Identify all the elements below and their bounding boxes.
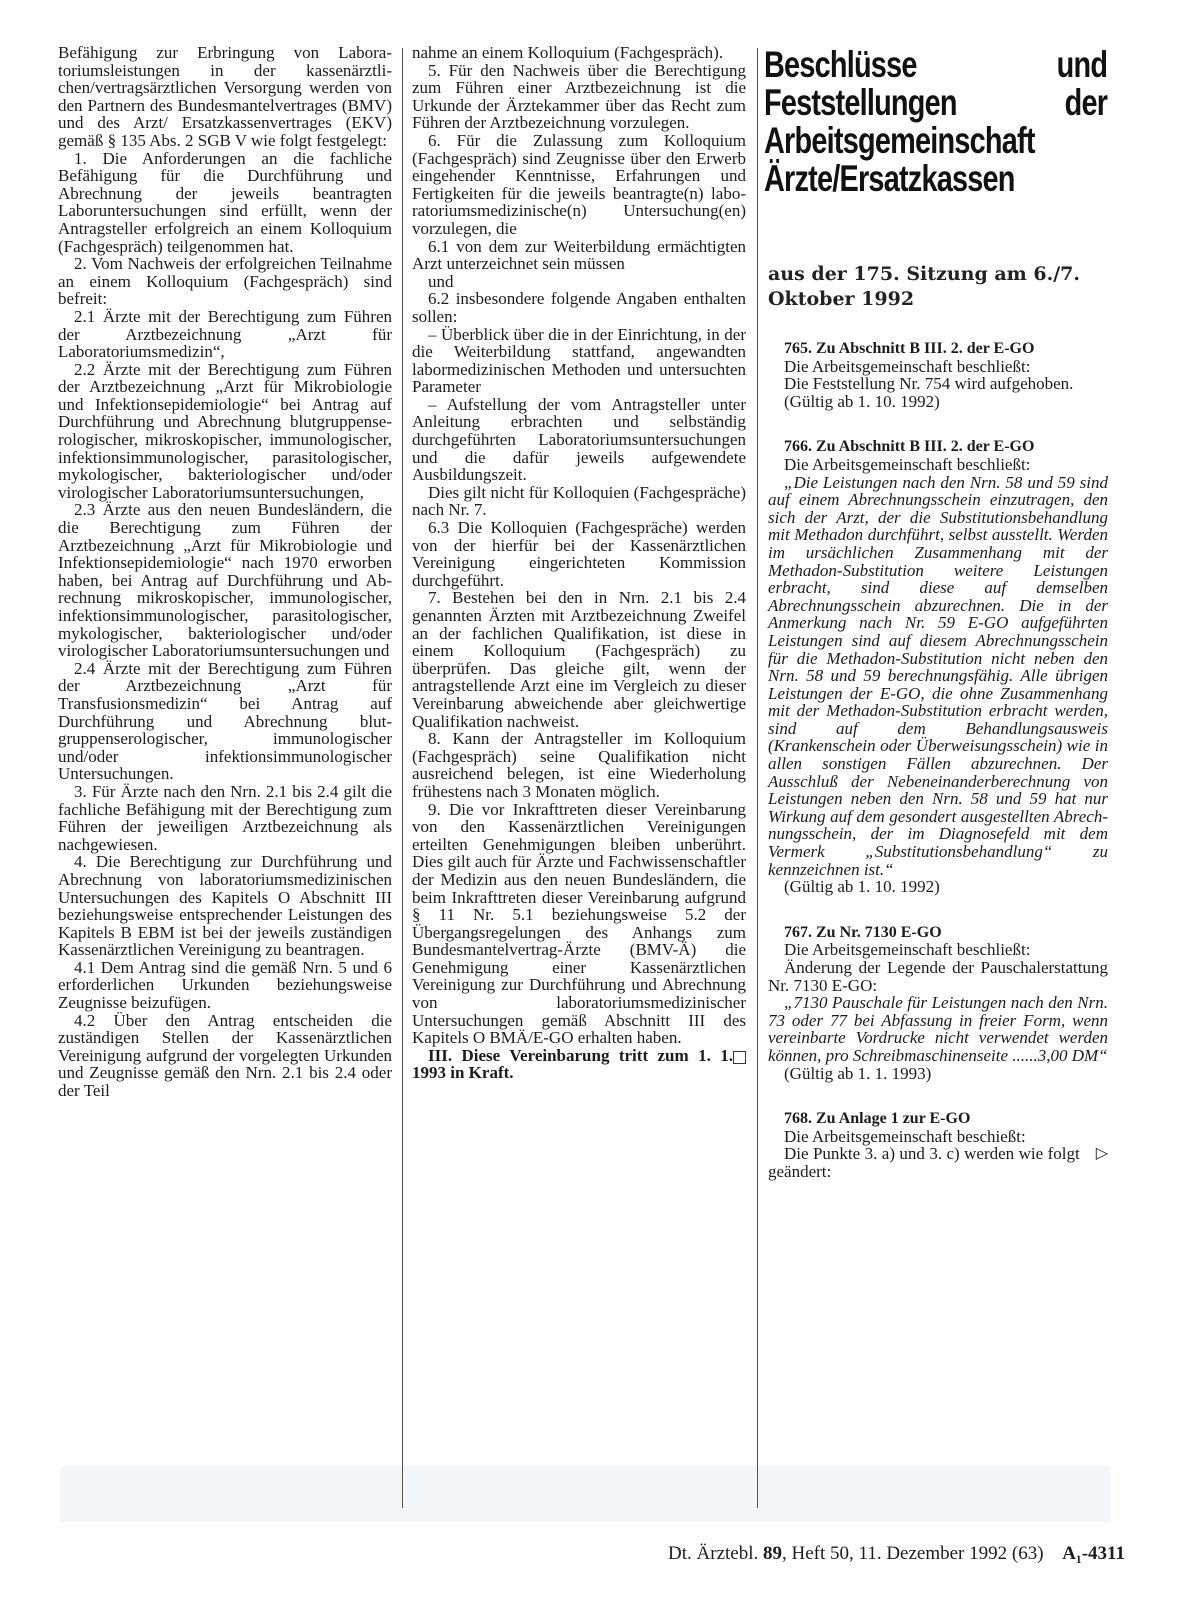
section-intro: Die Arbeitsgemeinschaft beschließt: bbox=[784, 454, 1031, 474]
text-column-middle bbox=[412, 44, 746, 1082]
paragraph: 6.1 von dem zur Weiterbildung ermächtigten Arzt unterzeichnet sein müssen bbox=[412, 236, 746, 274]
article-subheadline: aus der 175. Sitzung am 6./7. Oktober 1992 bbox=[768, 263, 1080, 310]
validity-note: (Gültig ab 1. 1. 1993) bbox=[784, 1063, 932, 1083]
paragraph: 2.1 Ärzte mit der Berechtigung zum Führen der Arztbezeichnung „Arzt für Laboratoriumsmedizin“, bbox=[58, 306, 392, 362]
text-column-right bbox=[764, 44, 1108, 1181]
column-divider bbox=[757, 48, 758, 1508]
column-divider bbox=[402, 48, 403, 1508]
paragraph: 2. Vom Nachweis der erfolgreichen Teilnahme an einem Kolloquium (Fachgespräch) sind befreit: bbox=[58, 254, 392, 309]
paragraph: 6.3 Die Kolloquien (Fachgespräche) werden von der hierfür bei der Kassenärztlichen Vereinigung eingerichteten Kommission durchgeführt. bbox=[412, 518, 746, 590]
page-footer bbox=[505, 1543, 1125, 1565]
section-title: 765. Zu Abschnitt B III. 2. der E-GO bbox=[784, 340, 1035, 357]
paragraph: Befähigung zur Erbringung von Laboratoriumsleistungen in der kassenärztlichen/vertragsärztlichen Versorgung werden von den Partnern des Bundesmantelvertrages (BMV) und des Arzt/ Ersatzkassenvertrages (EKV) gemäß § 135 Abs. 2 SGB V wie folgt festgelegt: bbox=[58, 43, 392, 150]
scan-smudge bbox=[60, 1466, 1110, 1522]
journal-name: Dt. Ärztebl. bbox=[668, 1543, 759, 1564]
paragraph: nahme an einem Kolloquium (Fachgespräch). bbox=[412, 43, 724, 62]
journal-issue: , Heft 50, 11. Dezember 1992 (63) bbox=[782, 1543, 1044, 1564]
paragraph: – Überblick über die in der Einrichtung, in der die Weiterbildung stattfand, angewandten labormedizinischen Methoden und untersuchten Parameter bbox=[412, 324, 746, 397]
paragraph: 2.4 Ärzte mit der Berechtigung zum Führen der Arztbezeichnung „Arzt für Transfusionsmedizin“ bei Antrag auf Durchführung und Abrechnung blutgruppenserologischer, immunologischer und/oder infektionsimmunologischer Untersuchungen. bbox=[58, 658, 392, 784]
paragraph: 9. Die vor Inkrafttreten dieser Vereinbarung von den Kassenärztlichen Vereinigungen erteilten Genehmigungen bleiben unberührt. Dies gilt auch für Ärzte und Fachwissenschaftler der Medizin aus den neuen Bundesländern, die beim Inkrafttreten dieser Vereinbarung aufgrund § 11 Nr. 5.1 beziehungsweise 5.2 der Übergangsregelungen des Anhangs zum Bundesmantelvertrag-Ärzte (BMV-Ä) die Genehmigung einer Kassenärztlichen Vereinigung zur Durchführung und Abrechnung von laboratoriumsmedizinischer Untersuchungen gemäß Abschnitt III des Kapitels O BMÄ/E-GO erhalten haben. bbox=[412, 799, 746, 1048]
section-body: Die Punkte 3. a) und 3. c) werden wie folgt geändert: bbox=[768, 1144, 1080, 1181]
page-number: A₁-4311 bbox=[1062, 1543, 1125, 1564]
paragraph: 6.2 insbesondere folgende Angaben enthalten sollen: bbox=[412, 289, 746, 326]
paragraph: 2.3 Ärzte aus den neuen Bundesländern, die die Berechtigung zum Führen der Arztbezeichnung „Arzt für Mikrobiologie und Infektionsepidemiologie“ nach 1970 erworben haben, bei Antrag auf Durchführung und Abrechnung mikroskopischer, immunologischer, infektionsimmunologischer, parasitologischer, mykologischer, bakteriologischer und/oder virologischer Laboratoriumsuntersuchungen und bbox=[58, 500, 392, 661]
section-intro: Die Arbeitsgemeinschaft beschließt: bbox=[784, 940, 1031, 960]
continue-arrow-icon: ▷ bbox=[1095, 1145, 1108, 1163]
section-title: 768. Zu Anlage 1 zur E-GO bbox=[784, 1110, 971, 1128]
section-765 bbox=[768, 340, 1108, 410]
section-body: „Die Leistungen nach den Nrn. 58 und 59 sind auf einem Abrechnungsschein einzutragen, den sich der Arzt, der die Substitutionsbehandlung mit Methadon durchführt, selbst ausstellt. Werden im ursächlichen Zusammenhang mit der Methadon-Substitution weitere Leistungen erbracht, sind diese auf demselben Abrechnungsschein abzurechnen. Die in der Anmerkung nach Nr. 59 E-GO aufgeführten Leistungen sind auf diesem Abrechnungsschein für die Methadon-Substitution nicht neben den Nrn. 58 und 59 berechnungsfähig. Alle übrigen Leistungen der E-GO, die ohne Zusammenhang mit der Methadon-Substitution erbracht werden, sind auf dem Behandlungsausweis (Krankenschein oder Überweisungsschein) wie in allen sonstigen Fällen abzurechnen. Der Ausschluß der Nebeneinanderberechnung von Leistungen neben den Nrn. 58 und 59 hat nur Wirkung auf dem gesondert ausgestellten Abrechnungsschein, der im Diagnosefeld mit dem Vermerk „Substitutionsbehandlung“ zu kennzeichnen ist.“ bbox=[768, 472, 1108, 879]
validity-note: (Gültig ab 1. 10. 1992) bbox=[784, 391, 940, 411]
final-provision bbox=[412, 1047, 746, 1082]
section-intro: Die Arbeitsgemeinschaft beschießt: bbox=[784, 1126, 1026, 1146]
paragraph: und bbox=[428, 271, 454, 291]
paragraph: Dies gilt nicht für Kolloquien (Fachgespräche) nach Nr. 7. bbox=[412, 482, 746, 520]
paragraph: 3. Für Ärzte nach den Nrn. 2.1 bis 2.4 gilt die fachliche Befähigung mit der Berechtigung zum Führen der jeweiligen Arztbezeichnung als nachgewiesen. bbox=[58, 781, 392, 854]
paragraph: 4.2 Über den Antrag entscheiden die zuständigen Stellen der Kassenärztlichen Vereinigung aufgrund der vorgelegten Urkunden und Zeugnisse gemäß den Nrn. 2.1 bis 2.4 oder der Teil bbox=[58, 1010, 392, 1101]
section-766 bbox=[768, 438, 1108, 895]
section-title: 766. Zu Abschnitt B III. 2. der E-GO bbox=[784, 438, 1035, 456]
final-provision-text: III. Diese Vereinbarung tritt zum 1. 1. 1993 in Kraft. bbox=[412, 1045, 733, 1083]
section-768 bbox=[768, 1110, 1108, 1180]
section-intro: Die Arbeitsgemeinschaft beschließt: bbox=[784, 356, 1031, 376]
paragraph: 5. Für den Nachweis über die Berechtigung zum Führen einer Arztbezeichnung ist die Urkunde der Ärztekammer über das Recht zum Führen der Arztbezeichnung vorzulegen. bbox=[412, 60, 746, 133]
section-767 bbox=[768, 924, 1108, 1082]
validity-note: (Gültig ab 1. 10. 1992) bbox=[784, 877, 940, 897]
journal-volume: 89 bbox=[763, 1543, 783, 1564]
end-mark-icon bbox=[733, 1051, 746, 1064]
section-quote: „7130 Pauschale für Leistungen nach den Nrn. 73 oder 77 bei Abfassung in freier Form, wenn vereinbarte Vordrucke nicht verwendet werden können, pro Schreibmaschinenseite ......3,00 DM“ bbox=[768, 993, 1108, 1065]
section-title: 767. Zu Nr. 7130 E-GO bbox=[784, 923, 942, 941]
paragraph: – Aufstellung der vom Antragsteller unter Anleitung erbrachten und selbständig durchgeführten Laboratoriumsuntersuchungen und die dafür jeweils aufgewendete Ausbildungszeit. bbox=[412, 394, 746, 485]
section-body: Die Feststellung Nr. 754 wird aufgehoben. bbox=[784, 374, 1074, 394]
paragraph: 1. Die Anforderungen an die fachliche Befähigung für die Durchführung und Abrechnung der jeweils beantragten Laboruntersuchungen sind erfüllt, wenn der Antragsteller erfolgreich an einem Kolloquium (Fachgespräch) teilgenommen hat. bbox=[58, 148, 392, 256]
paragraph: 6. Für die Zulassung zum Kolloquium (Fachgespräch) sind Zeugnisse über den Erwerb eingehender Kenntnisse, Erfahrungen und Fertigkeiten für die jeweils beantragte(n) laboratoriumsmedizinische(n) Untersuchung(en) vorzulegen, die bbox=[412, 130, 746, 238]
paragraph: 7. Bestehen bei den in Nrn. 2.1 bis 2.4 genannten Ärzten mit Arztbezeichnung Zweifel an der fachlichen Qualifikation, ist diese in einem Kolloquium (Fachgespräch) zu überprüfen. Das gleiche gilt, wenn der antragstellende Arzt eine im Vergleich zu dieser Vereinbarung abweichende aber gleichwertige Qualifikation nachweist. bbox=[412, 588, 746, 731]
section-body: Änderung der Legende der Pauschalerstattung Nr. 7130 E-GO: bbox=[768, 958, 1108, 995]
paragraph: 2.2 Ärzte mit der Berechtigung zum Führen der Arztbezeichnung „Arzt für Mikrobiologie und Infektionsepidemiologie“ bei Antrag auf Durchführung und Abrechnung blutgruppenserologischer, mikroskopischer, immunologischer, infektionsimmunologischer, parasitologischer, mykologischer, bakteriologischer und/oder virologischer Laboratoriumsuntersuchungen, bbox=[58, 359, 392, 502]
paragraph: 4.1 Dem Antrag sind die gemäß Nrn. 5 und 6 erforderlichen Urkunden beziehungsweise Zeugnisse beizufügen. bbox=[58, 957, 392, 1013]
text-column-left bbox=[58, 44, 392, 1100]
paragraph: 8. Kann der Antragsteller im Kolloquium (Fachgespräch) seine Qualifikation nicht ausreichend belegen, ist eine Wiederholung frühestens nach 3 Monaten möglich. bbox=[412, 729, 746, 801]
article-headline: Beschlüsse und Feststellungen der Arbeitsgemeinschaft Ärzte/Ersatzkassen bbox=[764, 44, 1108, 199]
section-body-wrap bbox=[768, 1145, 1108, 1180]
paragraph: 4. Die Berechtigung zur Durchführung und Abrechnung von laboratoriumsmedizinischen Untersuchungen des Kapitels O Abschnitt III beziehungsweise entsprechender Leistungen des Kapitels B EBM ist bei der jeweils zuständigen Kassenärztlichen Vereinigung zu beantragen. bbox=[58, 852, 392, 960]
